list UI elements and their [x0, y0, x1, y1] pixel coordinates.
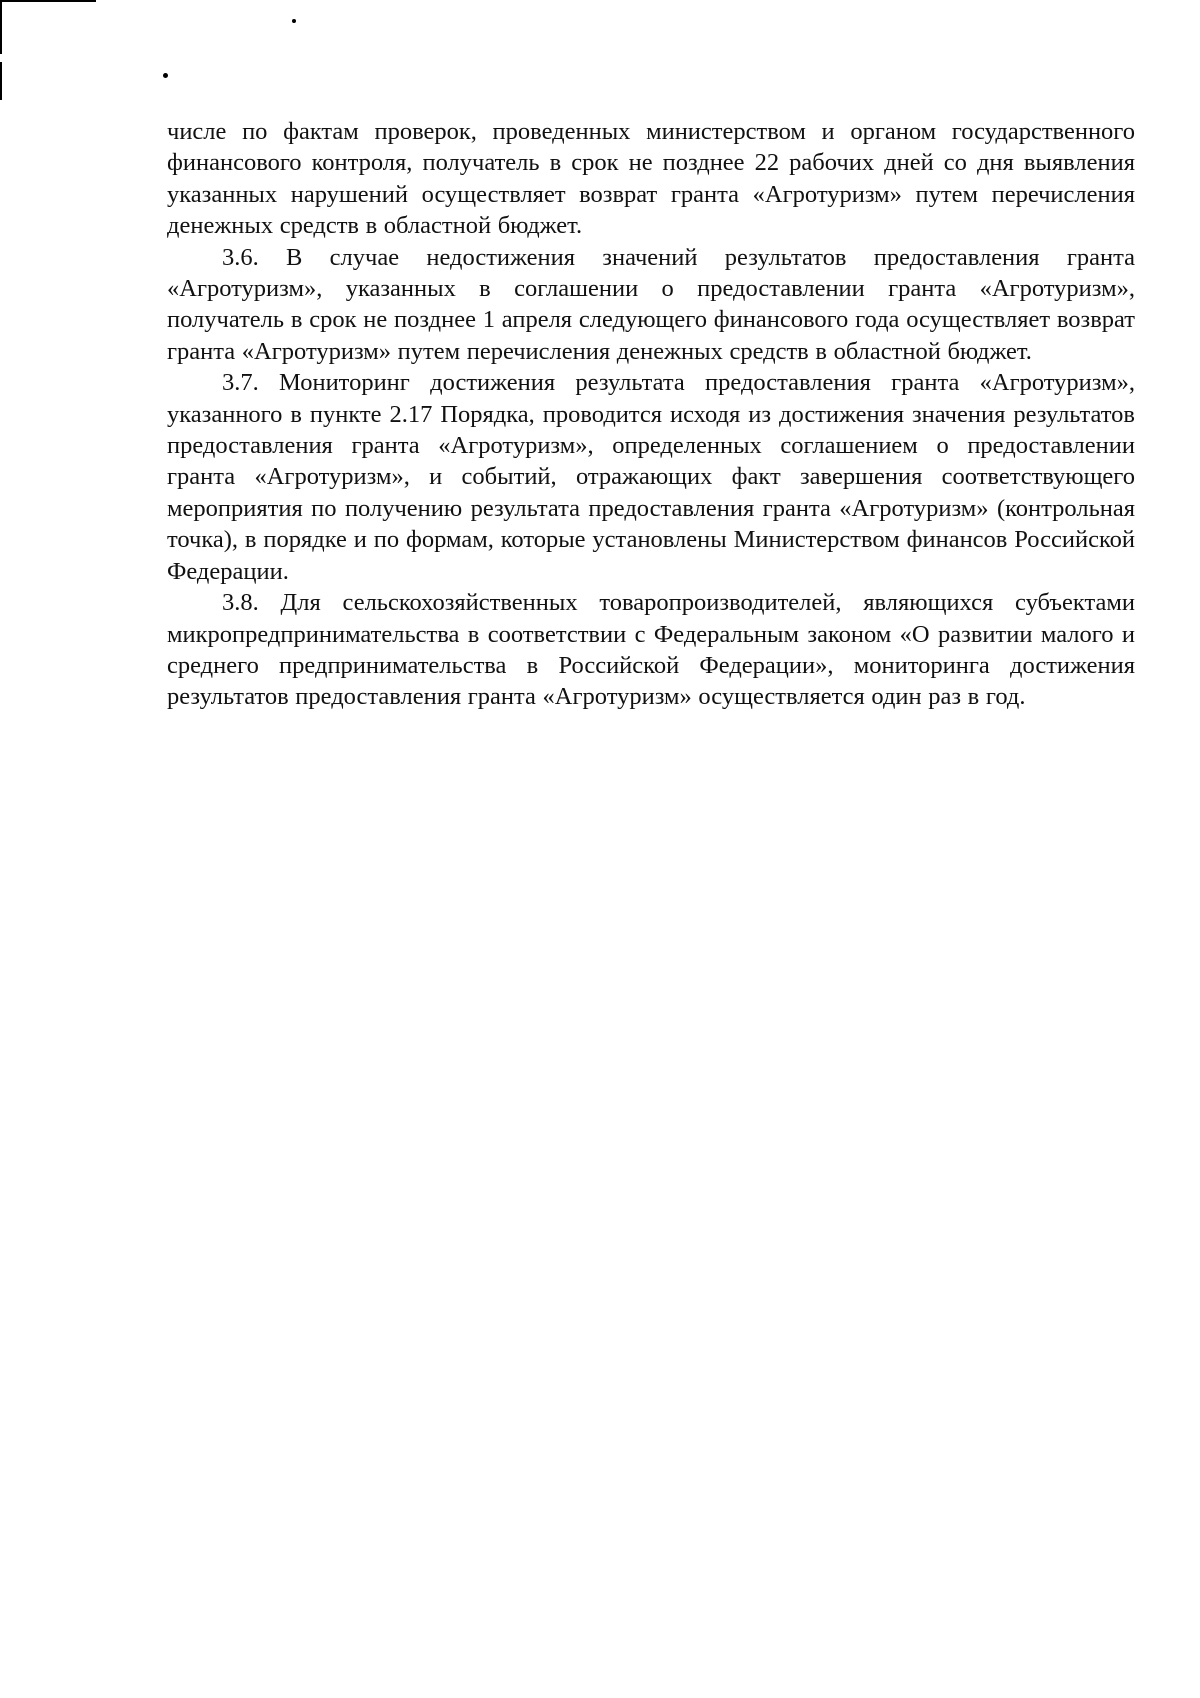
paragraph-3-7: 3.7. Мониторинг достижения результата предоставления гранта «Агротуризм», указанного в пункте 2.17 Порядка, проводится исходя из достижения значения результатов предоставления гранта «Агротуризм», определенных соглашением о предоставлении гранта «Агротуризм», и событий, отражающих факт завершения соответствующего мероприятия по получению результата предоставления гранта «Агротуризм» (контрольная точка), в порядке и по формам, которые установлены Министерством финансов Российской Федерации. [167, 369, 1135, 585]
scan-speck [292, 19, 296, 23]
scan-edge-left-line-lower [0, 62, 2, 100]
document-body [167, 116, 1135, 713]
scan-speck-bullet [163, 73, 168, 78]
paragraph-continuation: числе по фактам проверок, проведенных министерством и органом государственного финансового контроля, получатель в срок не позднее 22 рабочих дней со дня выявления указанных нарушений осуществляет возврат гранта «Агротуризм» путем перечисления денежных средств в областной бюджет. [167, 118, 1135, 240]
scan-edge-top-line [0, 0, 96, 2]
paragraph-3-6: 3.6. В случае недостижения значений результатов предоставления гранта «Агротуризм», указанных в соглашении о предоставлении гранта «Агротуризм», получатель в срок не позднее 1 апреля следующего финансового года осуществляет возврат гранта «Агротуризм» путем перечисления денежных средств в областной бюджет. [167, 243, 1135, 365]
scan-edge-left-line [0, 0, 2, 54]
paragraph-3-8: 3.8. Для сельскохозяйственных товаропроизводителей, являющихся субъектами микропредпринимательства в соответствии с Федеральным законом «О развитии малого и среднего предпринимательства в Российской Федерации», мониторинга достижения результатов предоставления гранта «Агротуризм» осуществляется один раз в год. [167, 589, 1135, 711]
